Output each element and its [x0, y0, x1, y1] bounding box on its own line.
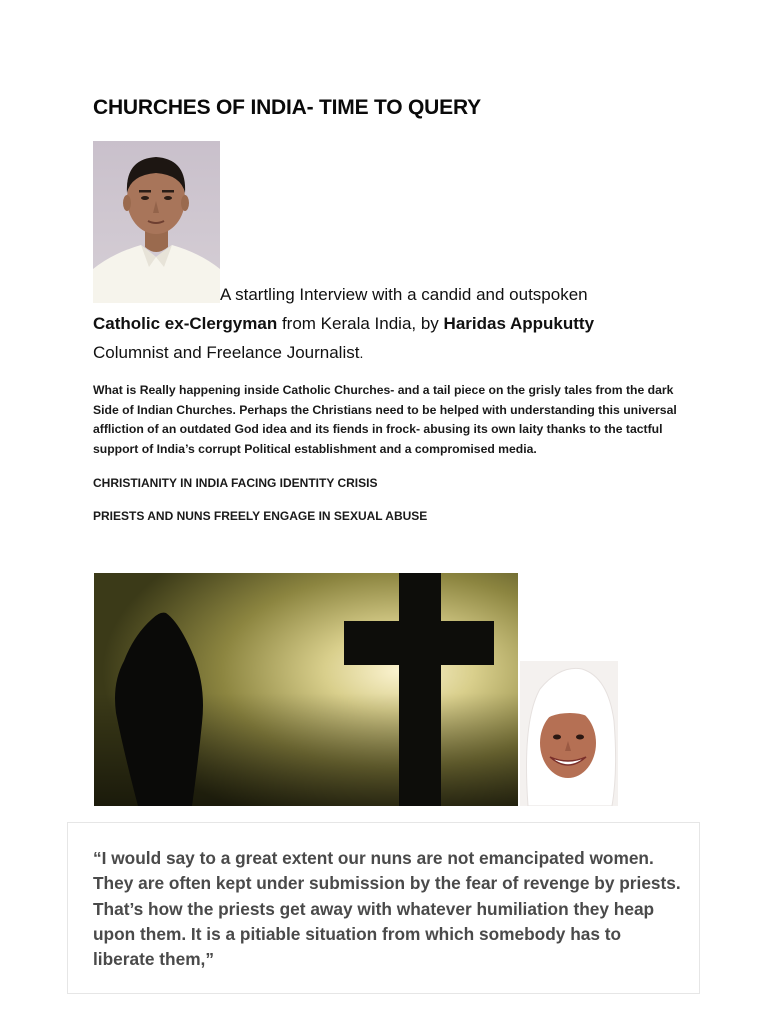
intro-line-3: [93, 343, 363, 363]
pull-quote: “I would say to a great extent our nuns are not emancipated women. They are often kept under submission by the fear of revenge by priests. That’s how the priests get away with whatever humiliation they heap upon them. It is a pitiable situation from which somebody has to liberate them,”: [93, 848, 681, 970]
headline-caption-1: CHRISTIANITY IN INDIA FACING IDENTITY CRISIS: [93, 476, 378, 490]
headline-caption-2: PRIESTS AND NUNS FREELY ENGAGE IN SEXUAL ABUSE: [93, 509, 428, 523]
intro-connector: from Kerala India, by: [277, 314, 444, 333]
author-name: Haridas Appukutty: [443, 314, 595, 333]
banner-photo: [94, 573, 518, 806]
page-title: CHURCHES OF INDIA- TIME TO QUERY: [93, 96, 481, 119]
portrait-photo: [93, 141, 220, 303]
intro-line-1: A startling Interview with a candid and outspoken: [220, 285, 588, 304]
role-text: Catholic ex-Clergyman: [93, 314, 278, 333]
lead-paragraph: What is Really happening inside Catholic Churches- and a tail piece on the grisly tales from the dark Side of Indian Churches. Perhaps the Christians need to be helped with understanding this universal affliction of an outdated God idea and its fiends in frock- abusing its own laity thanks to the tactful support of India’s corrupt Political establishment and a compromised media.: [93, 383, 677, 456]
intro-line-2: [93, 314, 594, 334]
nun-portrait-photo: [520, 661, 618, 806]
intro-period: .: [359, 345, 364, 361]
author-role: Columnist and Freelance Journalist: [93, 343, 360, 362]
